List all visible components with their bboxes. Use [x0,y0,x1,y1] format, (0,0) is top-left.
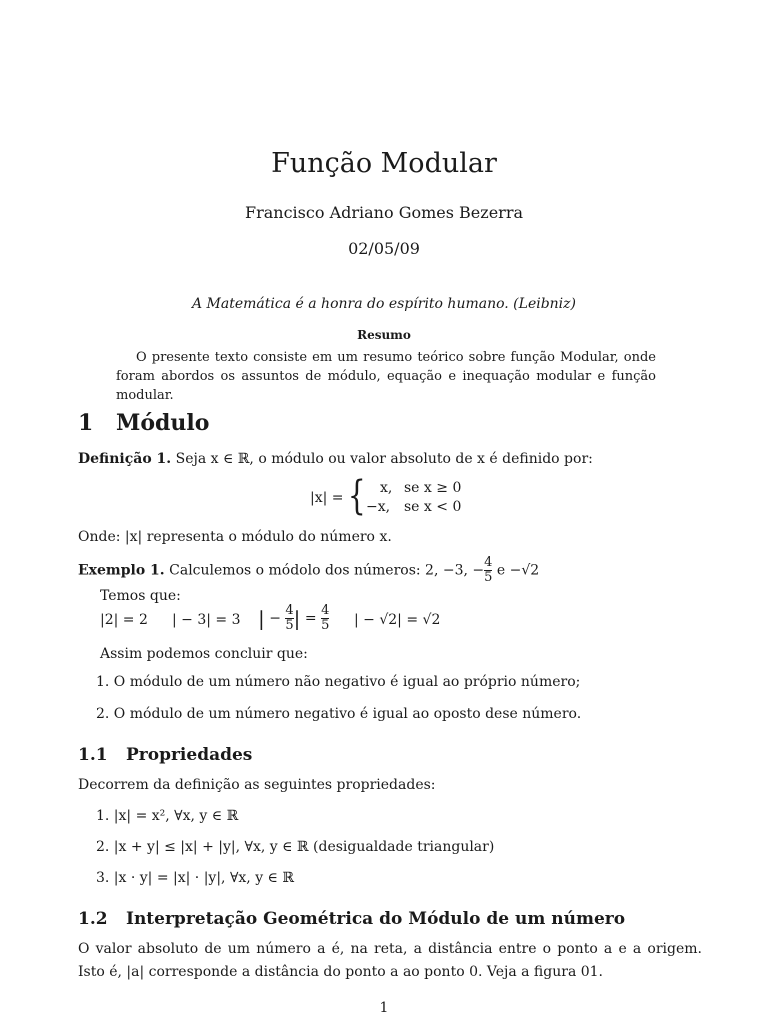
epigraph: A Matemática é a honra do espírito humano. (Leibniz) [192,296,576,312]
properties-intro: Decorrem da definição as seguintes propriedades: [78,777,436,793]
result-4: | − √2| = √2 [354,612,441,628]
list-item: 2. |x + y| ≤ |x| + |y|, ∀x, y ∈ ℝ (desigualdade triangular) [96,839,495,855]
example-label: Exemplo 1. [78,562,165,579]
example-text: Calculemos o módolo dos números: 2, −3, − [169,562,485,579]
list-item: 1. O módulo de um número não negativo é igual ao próprio número; [96,674,581,690]
fraction-numerator: 4 [321,603,330,618]
section-title: Módulo [116,410,210,436]
page-number: 1 [379,1000,389,1016]
formula-lhs: |x| = [310,490,344,506]
section-number: 1.1 [78,745,108,765]
definition-text: Seja x ∈ ℝ, o módulo ou valor absoluto de x é definido por: [175,451,593,467]
section-number: 1.2 [78,909,108,929]
abstract-heading: Resumo [357,328,411,342]
paper-date: 02/05/09 [348,239,420,258]
fraction [321,604,329,633]
case2-value: −x, [366,499,391,515]
fraction [484,556,492,585]
section-1-2-heading [78,909,625,929]
fraction [285,604,293,633]
paper-title: Função Modular [271,148,497,179]
brace-symbol: { [347,473,366,519]
fraction-numerator: 4 [484,555,493,570]
definition-1 [78,451,593,467]
case2-condition: se x < 0 [404,499,462,515]
section-number: 1 [78,410,94,436]
temos-text: Temos que: [100,588,181,604]
list-item: 3. |x · y| = |x| · |y|, ∀x, y ∈ ℝ [96,870,295,886]
fraction-denominator: 5 [285,618,294,633]
list-item: 1. |x| = x², ∀x, y ∈ ℝ [96,808,239,824]
fraction-denominator: 5 [321,618,330,633]
fraction-denominator: 5 [484,570,493,585]
result-3-pre: − [264,610,281,627]
case1-value: x, [380,480,393,496]
list-item: 2. O módulo de um número negativo é igual ao oposto dese número. [96,706,582,722]
result-1: |2| = 2 [100,612,148,628]
abstract-text: O presente texto consiste em um resumo teórico sobre função Modular, onde foram abordos os assuntos de módulo, equação e inequação modular e função modular. [116,350,656,403]
example-1 [78,556,539,585]
definition-label: Definição 1. [78,451,172,467]
onde-text: Onde: |x| representa o módulo do número x. [78,529,392,545]
section-1-heading [78,410,209,436]
section-1-2-paragraph: O valor absoluto de um número a é, na reta, a distância entre o ponto a e a origem. Isto é, |a| corresponde a distância do ponto a ao ponto 0. Veja a figura 01. [78,941,702,980]
section-title: Interpretação Geométrica do Módulo de um número [126,909,626,929]
section-title: Propriedades [126,745,253,765]
section-1-1-heading [78,745,252,765]
author-name: Francisco Adriano Gomes Bezerra [245,203,523,222]
result-3: | − $\frac{4}{5}$ | = $\frac{4}{5}$ [258,603,330,633]
fraction-numerator: 4 [285,603,294,618]
case1-condition: se x ≥ 0 [404,480,462,496]
result-2: | − 3| = 3 [172,612,241,628]
example-tail: e −√2 [496,562,540,579]
conclusion-text: Assim podemos concluir que: [100,646,308,662]
